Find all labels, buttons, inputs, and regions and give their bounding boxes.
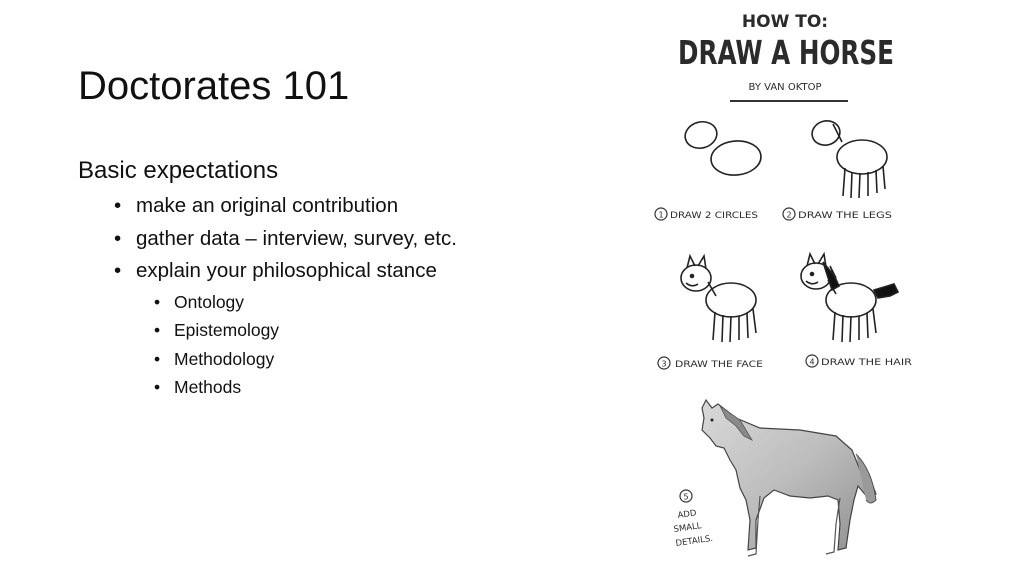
step4-drawing: [801, 254, 898, 342]
sub-bullet-text: Methodology: [174, 348, 275, 369]
comic-byline: BY VAN OKTOP: [748, 82, 822, 93]
step3-caption: [658, 357, 763, 370]
sub-bullet-item: [78, 316, 598, 345]
step1-drawing: [682, 118, 762, 177]
step5-drawing: [702, 400, 876, 556]
bullet-dot: •: [154, 348, 161, 369]
bullet-dot: •: [154, 320, 161, 340]
bullet-text: make an original contribution: [136, 194, 399, 217]
step5-caption: [673, 490, 714, 549]
step-number: 5: [683, 492, 689, 502]
sub-bullet-item: [78, 345, 598, 374]
step-number: 3: [661, 359, 667, 369]
step-label: ADD: [677, 508, 698, 521]
bullet-dot: •: [154, 291, 161, 312]
comic-drawing: [640, 0, 930, 576]
step2-caption: [783, 208, 892, 221]
step-label: SMALL: [673, 521, 703, 535]
step-label: DRAW THE LEGS: [798, 211, 892, 221]
bullet-dot: •: [114, 226, 122, 250]
step1-caption: [655, 208, 758, 221]
step-number: 1: [658, 210, 664, 220]
bullet-item: [78, 190, 598, 223]
heading-basic-expectations: Basic expectations: [78, 157, 279, 184]
slide-body: [78, 154, 598, 402]
step4-caption: [806, 355, 912, 368]
bullet-text: explain your philosophical stance: [136, 259, 437, 282]
bullet-dot: •: [114, 259, 122, 282]
sub-bullet-item: [78, 288, 598, 317]
sub-bullet-text: Epistemology: [174, 320, 280, 340]
comic-title-line1: HOW TO:: [741, 12, 829, 32]
step-label: DRAW THE HAIR: [821, 358, 913, 368]
how-to-draw-a-horse-comic: [640, 0, 930, 576]
bullet-list: [78, 190, 598, 288]
step2-drawing: [809, 118, 887, 198]
step3-drawing: [681, 256, 756, 342]
bullet-item: [78, 223, 598, 256]
step-number: 2: [786, 210, 792, 220]
step-label: DETAILS.: [675, 533, 714, 549]
step-number: 4: [809, 357, 815, 367]
step-label: DRAW THE FACE: [675, 360, 763, 370]
comic-title-line2: DRAW A HORSE: [678, 33, 894, 72]
bullet-dot: •: [114, 194, 122, 217]
slide-title: Doctorates 101: [78, 64, 350, 108]
sub-bullet-text: Ontology: [174, 291, 245, 312]
bullet-item: [78, 255, 598, 288]
sub-bullet-text: Methods: [174, 377, 242, 397]
sub-bullet-list: [78, 288, 598, 402]
sub-bullet-item: [78, 373, 598, 402]
bullet-dot: •: [154, 377, 161, 397]
bullet-text: gather data – interview, survey, etc.: [136, 226, 457, 250]
step-label: DRAW 2 CIRCLES: [670, 211, 758, 221]
